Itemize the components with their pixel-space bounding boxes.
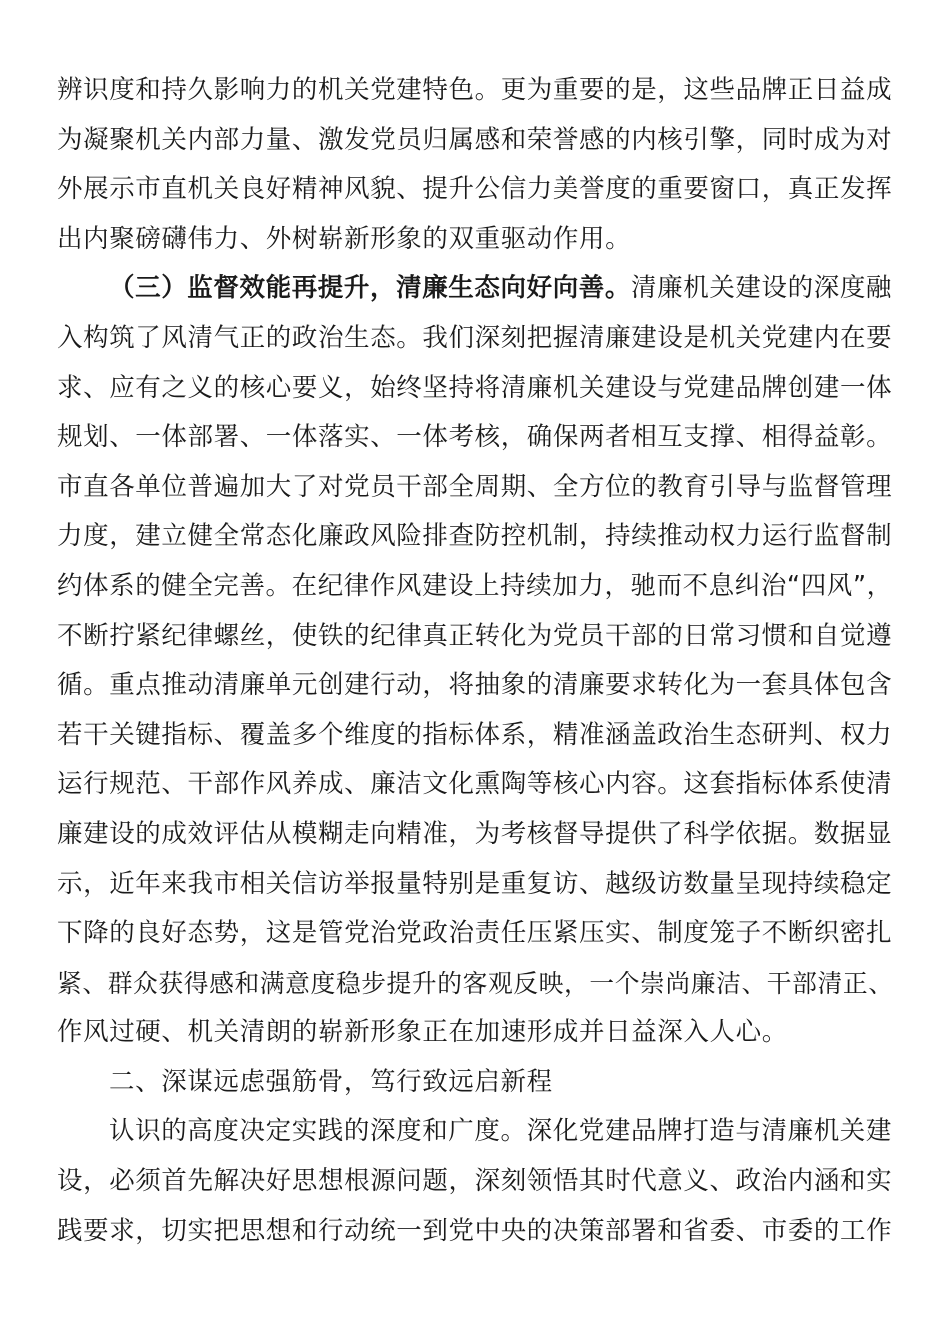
- text-line: 若干关键指标、覆盖多个维度的指标体系，精准涵盖政治生态研判、权力: [57, 719, 893, 750]
- section-heading-two: 二、深谋远虑强筋骨，笃行致远启新程: [109, 1066, 553, 1097]
- text-line: 外展示市直机关良好精神风貌、提升公信力美誉度的重要窗口，真正发挥: [57, 174, 893, 205]
- text-line: 不断拧紧纪律螺丝，使铁的纪律真正转化为党员干部的日常习惯和自觉遵: [57, 620, 893, 651]
- text-line: 约体系的健全完善。在纪律作风建设上持续加力，驰而不息纠治“四风”，: [57, 570, 893, 601]
- text-line: 认识的高度决定实践的深度和广度。深化党建品牌打造与清廉机关建: [109, 1116, 893, 1147]
- text-line: 循。重点推动清廉单元创建行动，将抽象的清廉要求转化为一套具体包含: [57, 670, 893, 701]
- text-line: 践要求，切实把思想和行动统一到党中央的决策部署和省委、市委的工作: [57, 1215, 893, 1246]
- text-line: 入构筑了风清气正的政治生态。我们深刻把握清廉建设是机关党建内在要: [57, 322, 893, 353]
- text-line: 下降的良好态势，这是管党治党政治责任压紧压实、制度笼子不断织密扎: [57, 918, 893, 949]
- text-line: 求、应有之义的核心要义，始终坚持将清廉机关建设与党建品牌创建一体: [57, 372, 893, 403]
- text-line: 示，近年来我市相关信访举报量特别是重复访、越级访数量呈现持续稳定: [57, 868, 893, 899]
- text-line: 市直各单位普遍加大了对党员干部全周期、全方位的教育引导与监督管理: [57, 471, 893, 502]
- text-line: 辨识度和持久影响力的机关党建特色。更为重要的是，这些品牌正日益成: [57, 75, 893, 105]
- text-line: 作风过硬、机关清朗的崭新形象正在加速形成并日益深入人心。: [57, 1017, 788, 1048]
- text-line: 廉建设的成效评估从模糊走向精准，为考核督导提供了科学依据。数据显: [57, 818, 893, 849]
- text-line: 为凝聚机关内部力量、激发党员归属感和荣誉感的内核引擎，同时成为对: [57, 124, 893, 155]
- text-line: 设，必须首先解决好思想根源问题，深刻领悟其时代意义、政治内涵和实: [57, 1166, 893, 1197]
- text-line: 出内聚磅礴伟力、外树崭新形象的双重驱动作用。: [57, 223, 632, 254]
- text-line: 规划、一体部署、一体落实、一体考核，确保两者相互支撑、相得益彰。: [57, 422, 893, 453]
- text-line: 紧、群众获得感和满意度稳步提升的客观反映，一个崇尚廉洁、干部清正、: [57, 968, 894, 998]
- section-heading-three: （三）监督效能再提升，清廉生态向好向善。: [109, 273, 632, 304]
- text-line: 运行规范、干部作风养成、廉洁文化熏陶等核心内容。这套指标体系使清: [57, 769, 893, 800]
- section-heading-line: [57, 264, 893, 314]
- document-body: [57, 66, 893, 1256]
- text-line: 力度，建立健全常态化廉政风险排查防控机制，持续推动权力运行监督制: [57, 521, 893, 552]
- text-line-continuation: 清廉机关建设的深度融: [631, 273, 893, 304]
